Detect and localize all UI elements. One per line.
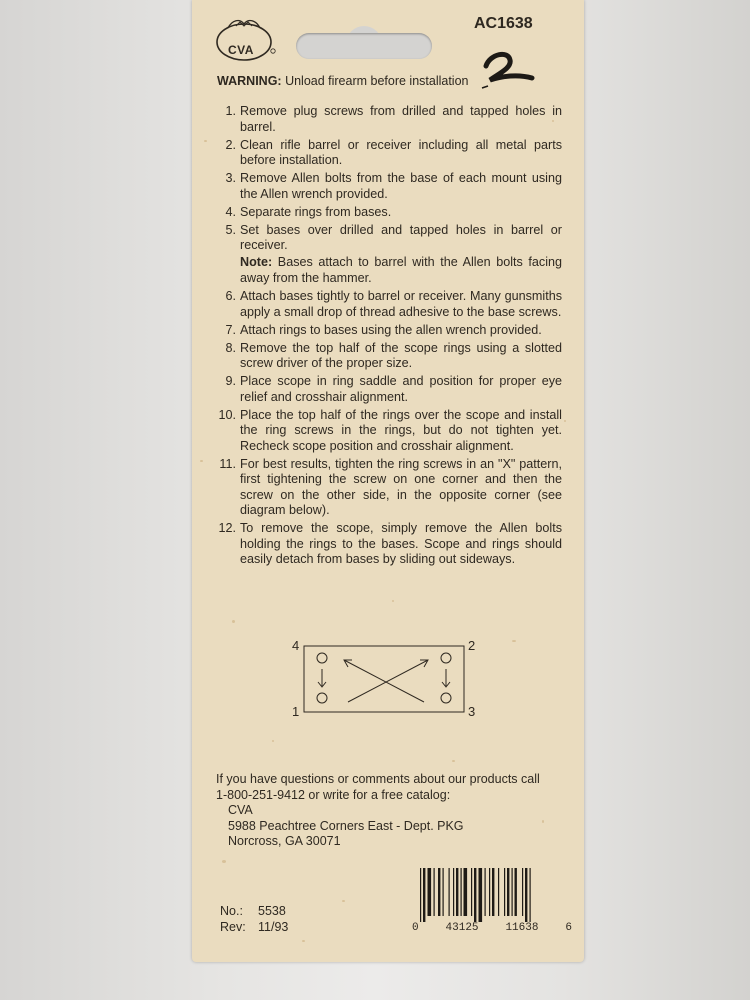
note bbox=[214, 255, 562, 286]
instruction-item: 8. Remove the top half of the scope rings using a slotted screw driver of the proper size. bbox=[225, 340, 562, 370]
number-value: 5538 bbox=[258, 904, 286, 918]
corner-label-3: 3 bbox=[468, 704, 476, 719]
instruction-item: 1. Remove plug screws from drilled and tapped holes in barrel. bbox=[225, 104, 562, 134]
barcode-digits bbox=[412, 922, 572, 934]
barcode-bar bbox=[530, 868, 531, 922]
barcode-bar bbox=[485, 868, 486, 916]
barcode-bar bbox=[443, 868, 444, 916]
barcode-bar bbox=[434, 868, 435, 916]
barcode-check-digit: 6 bbox=[565, 922, 572, 934]
instruction-item: 12. To remove the scope, simply remove the Allen bolts holding the rings to the bases. Scope and rings should easily detach from bases by sliding out sideways. bbox=[218, 521, 562, 566]
barcode-bar bbox=[515, 868, 517, 916]
barcode-bars bbox=[412, 866, 572, 922]
instruction-item: 9. Place scope in ring saddle and position for proper eye relief and crosshair alignment. bbox=[225, 374, 562, 404]
contact-info bbox=[216, 772, 540, 850]
barcode-bar bbox=[504, 868, 505, 916]
revision-label: Rev: bbox=[220, 920, 246, 934]
revision-info bbox=[220, 903, 288, 935]
barcode-bar bbox=[420, 868, 421, 922]
instruction-card bbox=[192, 0, 584, 962]
note-label: Note: bbox=[240, 255, 273, 269]
barcode-bar bbox=[498, 868, 499, 916]
handwritten-mark bbox=[480, 46, 540, 98]
barcode-bar bbox=[456, 868, 458, 916]
instruction-item: 10. Place the top half of the rings over the scope and install the ring screws in the rings, but do not tighten yet. Recheck scope position and crosshair alignment. bbox=[218, 407, 562, 453]
product-code: AC1638 bbox=[474, 15, 533, 32]
barcode-bar bbox=[474, 868, 476, 922]
corner-label-1: 1 bbox=[292, 704, 300, 719]
warning-label: WARNING: bbox=[217, 74, 282, 88]
instruction-item: 5. Set bases over drilled and tapped holes in barrel or receiver. bbox=[225, 222, 562, 252]
barcode-group-2: 11638 bbox=[505, 922, 539, 934]
barcode-bar bbox=[464, 868, 468, 916]
instruction-item: 3. Remove Allen bolts from the base of each mount using the Allen wrench provided. bbox=[225, 171, 562, 201]
note-text: Bases attach to barrel with the Allen bolts facing away from the hammer. bbox=[240, 255, 563, 285]
contact-line-1: If you have questions or comments about our products call bbox=[216, 772, 540, 786]
barcode-bar bbox=[423, 868, 425, 922]
barcode-bar bbox=[489, 868, 490, 916]
barcode-bar bbox=[449, 868, 450, 916]
cva-logo bbox=[214, 14, 276, 66]
logo-text: CVA bbox=[228, 43, 254, 57]
number-label: No.: bbox=[220, 904, 243, 918]
barcode-bar bbox=[461, 868, 462, 916]
instruction-item: 11. For best results, tighten the ring screws in an "X" pattern, first tightening the screw on one corner and then the screw on the other side, in the opposite corner (see diagram below). bbox=[219, 456, 562, 517]
barcode-bar bbox=[453, 868, 454, 916]
instruction-item: 7. Attach rings to bases using the allen wrench provided. bbox=[225, 322, 542, 337]
barcode-bar bbox=[479, 868, 483, 922]
diagram-drawing bbox=[288, 636, 488, 726]
instruction-item: 2. Clean rifle barrel or receiver including all metal parts before installation. bbox=[225, 137, 562, 167]
barcode-bar bbox=[471, 868, 472, 916]
barcode-bar bbox=[428, 868, 432, 916]
contact-company: CVA bbox=[228, 803, 253, 817]
contact-address-2: Norcross, GA 30071 bbox=[228, 834, 341, 848]
barcode-group-1: 43125 bbox=[445, 922, 479, 934]
corner-label-4: 4 bbox=[292, 638, 300, 653]
barcode-bar bbox=[492, 868, 494, 916]
contact-address-1: 5988 Peachtree Corners East - Dept. PKG bbox=[228, 818, 464, 833]
contact-line-2: 1-800-251-9412 or write for a free catalog: bbox=[216, 787, 451, 802]
barcode-lead-digit: 0 bbox=[412, 922, 419, 934]
instruction-list bbox=[214, 104, 562, 570]
barcode-bar bbox=[507, 868, 509, 916]
warning-text: Unload firearm before installation bbox=[285, 74, 469, 88]
barcode-bar bbox=[522, 868, 523, 916]
barcode-bar bbox=[438, 868, 440, 916]
instruction-item: 6. Attach bases tightly to barrel or receiver. Many gunsmiths apply a small drop of thread adhesive to the base screws. bbox=[225, 289, 562, 319]
barcode-bar bbox=[512, 868, 513, 916]
upc-barcode bbox=[412, 866, 572, 938]
instruction-item: 4. Separate rings from bases. bbox=[225, 204, 392, 219]
revision-value: 11/93 bbox=[258, 920, 289, 934]
warning-line bbox=[217, 74, 469, 88]
corner-label-2: 2 bbox=[468, 638, 476, 653]
hanger-hole bbox=[296, 33, 432, 59]
tightening-diagram bbox=[288, 636, 488, 726]
barcode-bar bbox=[525, 868, 527, 922]
